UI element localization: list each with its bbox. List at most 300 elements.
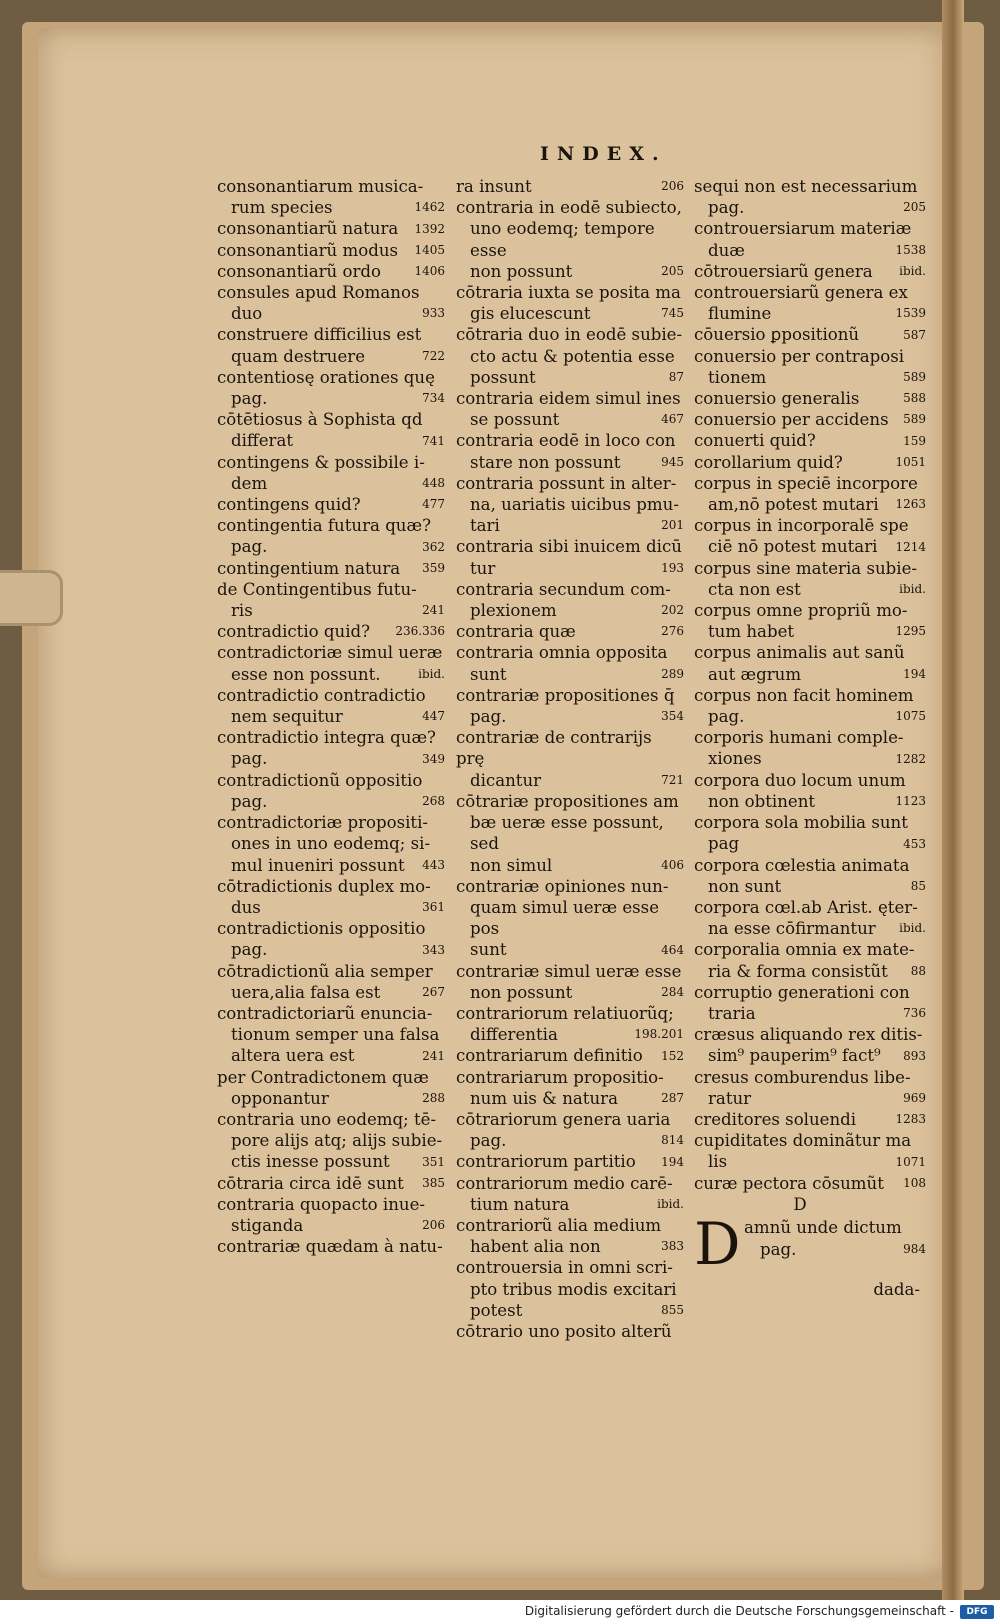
entry-page-number: 933 (422, 306, 445, 321)
entry-text: differat (231, 431, 294, 451)
entry-page-number: 351 (422, 1154, 445, 1169)
entry-text: contradictionũ oppositio (217, 770, 423, 790)
entry-text: tur (470, 558, 496, 578)
entry-page-number: 268 (422, 794, 445, 809)
index-entry (694, 1130, 926, 1172)
entry-text: ciē nō potest mutari (708, 537, 878, 557)
entry-text: differentia (470, 1025, 558, 1045)
entry-page-number: 205 (903, 200, 926, 215)
index-entry (456, 176, 684, 197)
entry-page-number: 1051 (895, 454, 926, 469)
entry-text: pag. (708, 198, 745, 218)
entry-text: pag. (231, 940, 268, 960)
entry-text: tionem (708, 367, 767, 387)
entry-text: cōtraria iuxta se posita ma (456, 283, 681, 303)
dropcap-entry (694, 1209, 926, 1279)
index-entry (217, 324, 445, 366)
entry-text: stare non possunt (470, 452, 621, 472)
entry-text: stiganda (231, 1215, 304, 1235)
index-entry (217, 621, 445, 642)
entry-text: sim⁹ pauperim⁹ fact⁹ (708, 1046, 881, 1066)
index-entry (217, 261, 445, 282)
entry-text: potest (470, 1300, 523, 1320)
entry-text: conuersio generalis (694, 389, 860, 409)
entry-page-number: 814 (661, 1133, 684, 1148)
entry-text: num uis & natura (470, 1088, 618, 1108)
entry-text: contraria secundum com- (456, 579, 671, 599)
entry-text: contradictio quid? (217, 622, 371, 642)
entry-text: conuersio per contraposi (694, 346, 905, 366)
entry-page-number: 194 (903, 666, 926, 681)
entry-text: conuersio per accidens (694, 410, 889, 430)
entry-page-number: 1406 (414, 264, 445, 279)
entry-text: contraria eodē in loco con (456, 431, 676, 451)
index-entry (217, 452, 445, 494)
entry-page-number: 108 (903, 1175, 926, 1190)
index-entry (694, 409, 926, 430)
index-entry (456, 197, 684, 282)
entry-text: pag (708, 834, 740, 854)
entry-text: quam simul ueræ esse pos (470, 897, 660, 939)
entry-text: contraria omnia opposita (456, 643, 668, 663)
entry-text: pag. (231, 791, 268, 811)
index-entry (217, 1236, 445, 1257)
entry-page-number: 276 (661, 624, 684, 639)
entry-page-number: 1538 (895, 242, 926, 257)
index-entry (217, 1109, 445, 1173)
entry-text: cresus comburendus libe- (694, 1067, 911, 1087)
entry-text: tium natura (470, 1194, 570, 1214)
entry-page-number: 464 (661, 942, 684, 957)
entry-page-number: 159 (903, 433, 926, 448)
entry-text: corpus omne propriũ mo- (694, 601, 908, 621)
entry-text: contrariæ opiniones nun- (456, 876, 669, 896)
entry-page-number: ibid. (899, 921, 926, 936)
entry-text: mul inueniri possunt (231, 855, 405, 875)
entry-page-number: 152 (661, 1048, 684, 1063)
entry-text: corpus non facit hominem (694, 685, 914, 705)
entry-text: tionum semper una falsa (231, 1025, 440, 1045)
index-entry (694, 855, 926, 897)
entry-page-number: 202 (661, 603, 684, 618)
entry-text: contrariæ simul ueræ esse (456, 961, 682, 981)
index-entry (694, 600, 926, 642)
entry-page-number: 1295 (895, 624, 926, 639)
entry-text: corpus animalis aut sanũ (694, 643, 905, 663)
entry-page-number: 745 (661, 306, 684, 321)
entry-text: habent alia non (470, 1237, 601, 1257)
index-entry (217, 176, 445, 218)
entry-text: sunt (470, 940, 507, 960)
entry-text: consonantiarum musica- (217, 177, 424, 196)
entry-page-number: 284 (661, 984, 684, 999)
index-entry (456, 324, 684, 388)
entry-text: consonantiarũ natura (217, 219, 399, 239)
entry-page-number: 588 (903, 391, 926, 406)
entry-text: cōuersio ꝑpositionũ (694, 325, 860, 345)
entry-text: nem sequitur (231, 707, 343, 727)
entry-text: pag. (470, 707, 507, 727)
book-gutter (942, 0, 964, 1600)
entry-text: sequi non est necessarium (694, 177, 918, 196)
entry-page-number: 349 (422, 751, 445, 766)
entry-page-number: 383 (661, 1239, 684, 1254)
entry-text: uno eodemq; tempore esse (470, 219, 655, 260)
page-header: INDEX. (540, 143, 667, 165)
entry-text: cōtraria duo in eodē subie- (456, 325, 683, 345)
index-entry (217, 515, 445, 557)
index-entry (456, 727, 684, 791)
index-entry (456, 642, 684, 684)
index-entry (217, 1173, 445, 1194)
index-column-2 (456, 176, 684, 1342)
index-entry (694, 282, 926, 324)
index-entry (694, 1109, 926, 1130)
entry-text: pag. (231, 389, 268, 409)
entry-text: consonantiarũ ordo (217, 261, 382, 281)
entry-text: non sunt (708, 876, 782, 896)
entry-page-number: 587 (903, 327, 926, 342)
entry-text: quam destruere (231, 346, 366, 366)
entry-text: flumine (708, 304, 772, 324)
entry-text: consonantiarũ modus (217, 240, 399, 260)
entry-page-number: 361 (422, 900, 445, 915)
entry-page-number: 194 (661, 1154, 684, 1169)
index-entry (217, 642, 445, 684)
index-entry (456, 1173, 684, 1215)
entry-text: corpora sola mobilia sunt (694, 813, 908, 833)
index-entry (694, 897, 926, 939)
entry-text: pore alijs atq; alijs subie- (231, 1131, 443, 1151)
index-entry (456, 1257, 684, 1321)
index-entry (217, 282, 445, 324)
entry-text: cōtētiosus à Sophista qd (217, 410, 423, 430)
entry-text: cōtradictionis duplex mo- (217, 876, 431, 896)
index-entry (217, 1194, 445, 1236)
index-entry (694, 452, 926, 473)
entry-page-number: ibid. (899, 582, 926, 597)
entry-page-number: 236.336 (395, 624, 445, 639)
index-entry (694, 982, 926, 1024)
index-entry (217, 812, 445, 876)
entry-text: contrariæ de contrarijs prę (456, 728, 652, 769)
entry-text: corpora duo locum unum (694, 770, 906, 790)
entry-page-number: 289 (661, 666, 684, 681)
entry-text: cōtrariorum genera uaria (456, 1109, 671, 1129)
entry-text: consules apud Romanos (217, 283, 420, 303)
entry-text: ris (231, 601, 253, 621)
entry-text: non possunt (470, 261, 573, 281)
catchword: dada- (873, 1279, 920, 1299)
entry-text: cupiditates dominãtur ma (694, 1131, 912, 1151)
entry-text: cta non est (708, 579, 801, 599)
index-entry (694, 1173, 926, 1194)
index-entry (217, 918, 445, 960)
entry-text: controuersia in omni scri- (456, 1258, 673, 1278)
index-entry (694, 218, 926, 260)
entry-text: contrariorum medio carē- (456, 1173, 673, 1193)
entry-page-number: 1392 (414, 221, 445, 236)
entry-page-number: 893 (903, 1048, 926, 1063)
index-entry (694, 473, 926, 515)
index-entry (217, 558, 445, 579)
entry-page-number: ibid. (418, 666, 445, 681)
entry-text: contrariæ quædam à natu- (217, 1237, 443, 1257)
entry-text: esse non possunt. (231, 664, 381, 684)
entry-text: contrariæ propositiones q̄ (456, 685, 675, 705)
entry-text: duo (231, 304, 263, 324)
entry-page-number: 85 (910, 878, 926, 893)
index-entry (694, 727, 926, 769)
entry-page-number: 443 (422, 857, 445, 872)
entry-text: amnũ unde dictum (744, 1217, 902, 1237)
entry-text: contradictio contradictio (217, 685, 426, 705)
entry-text: curæ pectora cōsumũt (694, 1173, 884, 1193)
index-entry (456, 388, 684, 430)
entry-text: bæ ueræ esse possunt, sed (470, 813, 664, 854)
entry-page-number: 359 (422, 560, 445, 575)
entry-text: na, uariatis uicibus pmu- (470, 495, 679, 515)
entry-text: tari (470, 516, 500, 536)
index-entry (456, 1109, 684, 1151)
index-column-3 (694, 176, 926, 1300)
entry-text: altera uera est (231, 1046, 355, 1066)
entry-text: non possunt (470, 982, 573, 1002)
entry-text: dem (231, 473, 268, 493)
entry-page-number: 354 (661, 709, 684, 724)
entry-page-number: 453 (903, 836, 926, 851)
index-entry (694, 346, 926, 388)
entry-text: dus (231, 897, 261, 917)
entry-text: se possunt (470, 410, 560, 430)
index-entry (456, 579, 684, 621)
index-entry (694, 324, 926, 345)
index-entry (694, 388, 926, 409)
index-entry (456, 791, 684, 876)
index-entry (456, 961, 684, 1003)
entry-page-number: 241 (422, 1048, 445, 1063)
index-entry (456, 876, 684, 961)
entry-text: contrariorum partitio (456, 1152, 636, 1172)
entry-text: lis (708, 1152, 728, 1172)
entry-text: pag. (760, 1239, 797, 1259)
entry-text: per Contradictonem quæ (217, 1067, 429, 1087)
entry-page-number: 736 (903, 1006, 926, 1021)
entry-page-number: 206 (661, 179, 684, 194)
entry-text: conuerti quid? (694, 431, 816, 451)
entry-text: corruptio generationi con (694, 982, 910, 1002)
entry-page-number: 1075 (895, 709, 926, 724)
index-entry (456, 1151, 684, 1172)
entry-text: uera,alia falsa est (231, 982, 381, 1002)
index-entry (694, 812, 926, 854)
footer-bar (0, 1600, 1000, 1624)
entry-page-number: 447 (422, 709, 445, 724)
entry-text: contingentia futura quæ? (217, 516, 431, 536)
entry-page-number: 855 (661, 1302, 684, 1317)
entry-page-number: 984 (903, 1241, 926, 1256)
index-entry (217, 961, 445, 1003)
index-column-1 (217, 176, 445, 1257)
entry-page-number: 205 (661, 264, 684, 279)
entry-page-number: 945 (661, 454, 684, 469)
dropcap-initial: D (694, 1209, 741, 1278)
entry-text: contradictio integra quæ? (217, 728, 436, 748)
entry-page-number: 1283 (895, 1112, 926, 1127)
entry-page-number: 241 (422, 603, 445, 618)
entry-page-number: 969 (903, 1090, 926, 1105)
entry-text: pag. (231, 749, 268, 769)
entry-text: cōtradictionũ alia semper (217, 961, 433, 981)
entry-text: pag. (708, 707, 745, 727)
entry-page-number: 741 (422, 433, 445, 448)
entry-page-number: 477 (422, 497, 445, 512)
entry-page-number: 734 (422, 391, 445, 406)
entry-text: contraria quopacto inue- (217, 1194, 426, 1214)
entry-text: ra insunt (456, 177, 532, 196)
entry-page-number: ibid. (657, 1196, 684, 1211)
entry-page-number: 267 (422, 984, 445, 999)
entry-page-number: 448 (422, 476, 445, 491)
entry-text: cōtrariæ propositiones am (456, 791, 679, 811)
index-entry (217, 876, 445, 918)
index-entry (217, 494, 445, 515)
entry-text: contradictoriæ simul ueræ (217, 643, 443, 663)
entry-text: contradictoriarũ enuncia- (217, 1003, 433, 1023)
entry-text: controuersiarũ genera ex (694, 283, 908, 303)
entry-page-number: 1282 (895, 751, 926, 766)
entry-page-number: 87 (668, 370, 684, 385)
page-clip (0, 570, 63, 626)
entry-page-number: 1214 (895, 539, 926, 554)
entry-text: traria (708, 1003, 756, 1023)
entry-text: corpora cœl.ab Arist. ęter- (694, 897, 918, 917)
footer-credit: Digitalisierung gefördert durch die Deutsche Forschungsgemeinschaft - (524, 1604, 954, 1618)
entry-text: controuersiarum materiæ (694, 219, 912, 239)
index-entry (694, 1067, 926, 1109)
index-entry (456, 685, 684, 727)
index-entry (694, 770, 926, 812)
index-entry (217, 367, 445, 409)
index-entry (694, 558, 926, 600)
index-entry (217, 685, 445, 727)
entry-text: ctis inesse possunt (231, 1152, 390, 1172)
entry-text: corpus in speciē incorpore (694, 473, 918, 493)
entry-text: xiones (708, 749, 762, 769)
entry-text: corpus sine materia subie- (694, 558, 918, 578)
entry-text: tum habet (708, 622, 795, 642)
index-entry (217, 409, 445, 451)
entry-text: ratur (708, 1088, 752, 1108)
entry-text: contentiosę orationes quę (217, 367, 435, 387)
entry-text: na esse cōfirmantur (708, 919, 876, 939)
entry-page-number: 467 (661, 412, 684, 427)
entry-text: plexionem (470, 601, 557, 621)
entry-page-number: 406 (661, 857, 684, 872)
entry-text: non simul (470, 855, 553, 875)
entry-text: corporalia omnia ex mate- (694, 940, 915, 960)
entry-text: contingentium natura (217, 558, 401, 578)
entry-text: corpora cœlestia animata (694, 855, 910, 875)
index-entry (694, 515, 926, 557)
index-entry (456, 1003, 684, 1045)
entry-page-number: 722 (422, 348, 445, 363)
section-letter: D (793, 1194, 807, 1214)
entry-text: cōtraria circa idē sunt (217, 1173, 404, 1193)
entry-text: possunt (470, 367, 536, 387)
entry-text: contraria quæ (456, 622, 576, 642)
entry-text: aut ægrum (708, 664, 802, 684)
entry-text: ones in uno eodemq; si- (231, 834, 431, 854)
entry-text: duæ (708, 240, 745, 260)
entry-text: contingens quid? (217, 495, 361, 515)
entry-text: sunt (470, 664, 507, 684)
index-entry (456, 430, 684, 472)
entry-text: contradictoriæ propositi- (217, 813, 429, 833)
entry-text: contraria in eodē subiecto, (456, 198, 682, 218)
index-entry (217, 579, 445, 621)
index-entry (217, 770, 445, 812)
entry-text: contraria sibi inuicem dicū (456, 537, 682, 557)
index-entry (456, 282, 684, 324)
entry-text: contraria eidem simul ines (456, 389, 681, 409)
entry-text: contradictionis oppositio (217, 919, 426, 939)
index-entry (456, 1215, 684, 1257)
entry-text: de Contingentibus futu- (217, 579, 417, 599)
index-entry (456, 621, 684, 642)
index-entry (694, 176, 926, 218)
entry-text: contingens & possibile i- (217, 452, 425, 472)
entry-text: contraria possunt in alter- (456, 473, 677, 493)
entry-page-number: ibid. (899, 264, 926, 279)
index-entry (217, 727, 445, 769)
entry-text: cōtrouersiarũ genera (694, 261, 873, 281)
index-entry (456, 536, 684, 578)
index-entry (217, 240, 445, 261)
entry-page-number: 198.201 (634, 1027, 684, 1042)
entry-text: rum species (231, 198, 333, 218)
entry-page-number: 206 (422, 1218, 445, 1233)
entry-page-number: 1405 (414, 242, 445, 257)
entry-text: gis elucescunt (470, 304, 591, 324)
entry-text: opponantur (231, 1088, 329, 1108)
entry-text: corporis humani comple- (694, 728, 904, 748)
entry-text: construere difficilius est (217, 325, 422, 345)
entry-text: contrariarum definitio (456, 1046, 643, 1066)
index-entry (694, 261, 926, 282)
index-entry (456, 1067, 684, 1109)
entry-page-number: 1071 (895, 1154, 926, 1169)
entry-text: pto tribus modis excitari (470, 1279, 677, 1299)
entry-page-number: 343 (422, 942, 445, 957)
entry-page-number: 721 (661, 772, 684, 787)
entry-text: contrariorum relatiuorũq; (456, 1003, 674, 1023)
entry-text: contrariorũ alia medium (456, 1215, 662, 1235)
entry-page-number: 1462 (414, 200, 445, 215)
index-entry (456, 1045, 684, 1066)
index-entry (456, 473, 684, 537)
entry-text: ria & forma consistũt (708, 961, 888, 981)
index-entry (694, 642, 926, 684)
entry-text: pag. (470, 1131, 507, 1151)
entry-text: cræsus aliquando rex ditis- (694, 1025, 923, 1045)
entry-text: dicantur (470, 770, 542, 790)
index-entry (694, 685, 926, 727)
entry-page-number: 287 (661, 1090, 684, 1105)
entry-text: am,nō potest mutari (708, 495, 879, 515)
entry-text: corpus in incorporalē spe (694, 516, 909, 536)
entry-text: contraria uno eodemq; tē- (217, 1109, 437, 1129)
